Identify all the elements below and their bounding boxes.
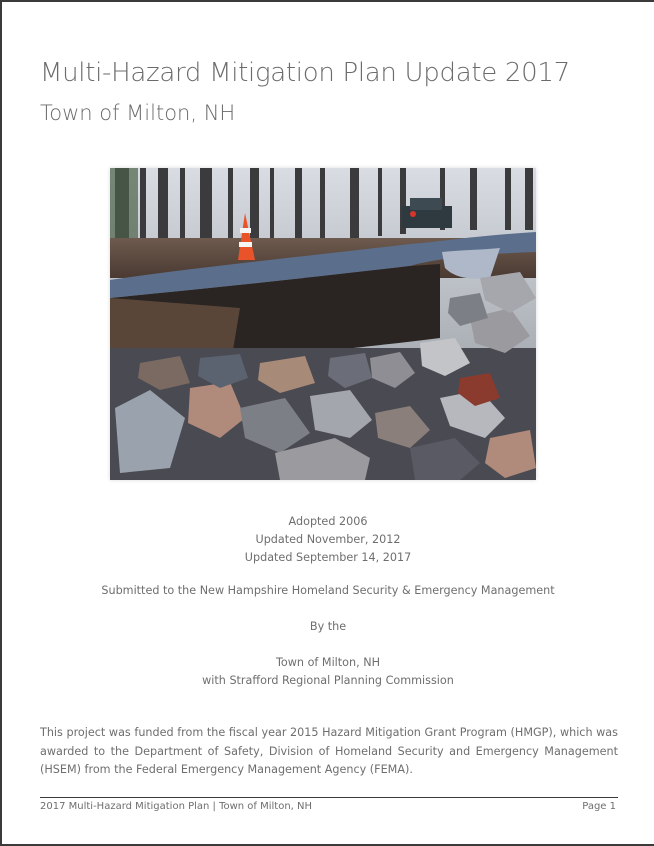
document-page: [2, 2, 654, 846]
footer-divider: [40, 797, 618, 798]
author-commission: with Strafford Regional Planning Commission: [202, 674, 454, 687]
date-adopted: Adopted 2006: [288, 515, 368, 528]
date-updated-2017: Updated September 14, 2017: [244, 551, 412, 564]
submitted-to-block: [2, 582, 654, 600]
revision-dates: [2, 513, 654, 567]
footer-title: 2017 Multi-Hazard Mitigation Plan | Town of Milton, NH: [40, 801, 313, 812]
author-town: Town of Milton, NH: [276, 656, 380, 669]
submitted-to-text: Submitted to the New Hampshire Homeland Security & Emergency Management: [101, 584, 555, 597]
page-number: Page 1: [582, 801, 616, 812]
funding-note: This project was funded from the fiscal year 2015 Hazard Mitigation Grant Program (HMGP), which was awarded to the Department of Safety, Division of Homeland Security and Emergency Management (HSEM) from the Federal Emergency Management Agency (FEMA).: [40, 726, 618, 776]
authors-block: [2, 654, 654, 690]
by-the-text: By the: [309, 620, 347, 633]
cover-photo: [110, 168, 536, 480]
document-title: Multi-Hazard Mitigation Plan Update 2017: [40, 58, 570, 88]
road-washout-image: [110, 168, 536, 480]
by-the-block: [2, 618, 654, 636]
document-subtitle: Town of Milton, NH: [40, 101, 236, 125]
date-updated-2012: Updated November, 2012: [255, 533, 401, 546]
